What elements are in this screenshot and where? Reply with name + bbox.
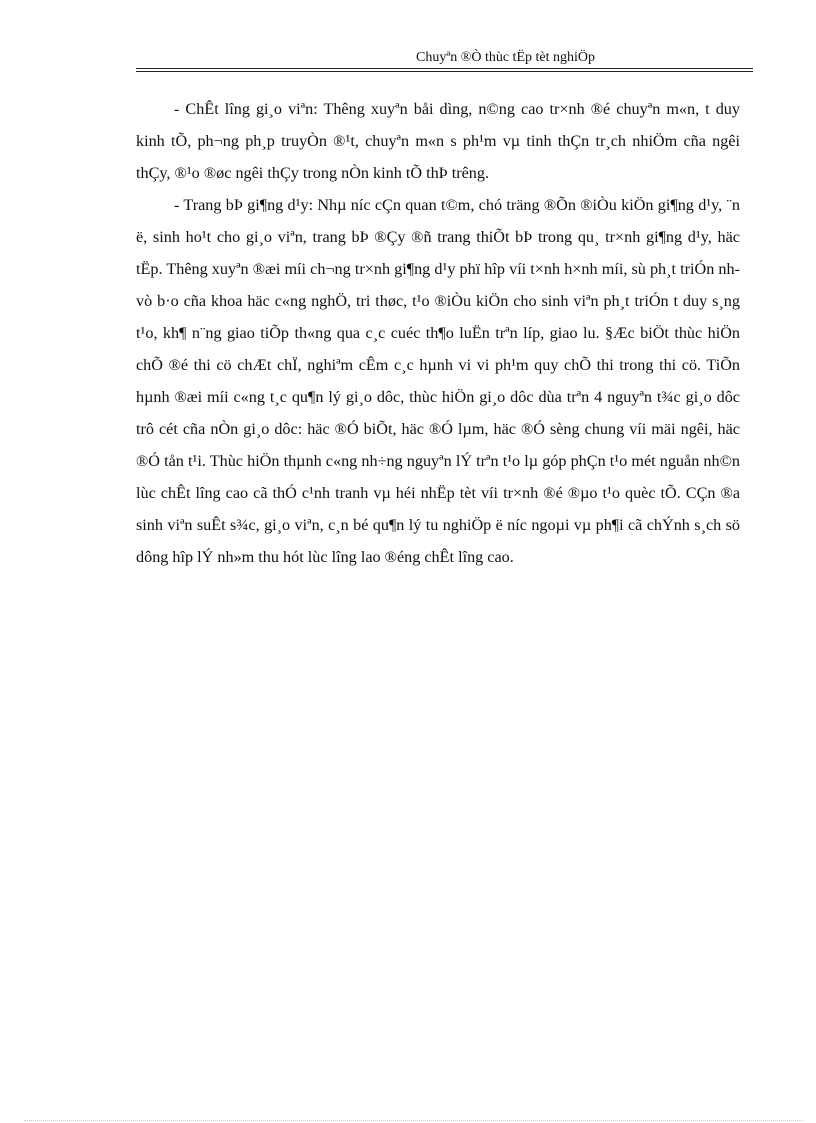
paragraph-teacher-quality: - ChÊt lîng gi¸o viªn: Thêng xuyªn båi dìng, n©ng cao tr×nh ®é chuyªn m«n, t duy kinh tÕ, ph¬ng ph¸p truyÒn ®¹t, chuyªn m«n s ph¹m vµ tinh thÇn tr¸ch nhiÖm cña ngêi thÇy, ®¹o ®øc ngêi thÇy trong nÒn kinh tÕ thÞ trêng.: [136, 100, 740, 182]
footer-dotted-line: [24, 1120, 802, 1121]
header-rule-top: [136, 68, 753, 69]
header-rule-bottom: [136, 71, 753, 72]
header-title: Chuyªn ®Ò thùc tËp tèt nghiÖp: [416, 50, 595, 65]
page-header: [136, 48, 753, 72]
document-body: [136, 93, 740, 573]
paragraph-teaching-equipment: - Trang bÞ gi¶ng d¹y: Nhµ níc cÇn quan t©m, chó träng ®Õn ®iÒu kiÖn gi¶ng d¹y, ¨n ë, sinh ho¹t cho gi¸o viªn, trang bÞ ®Çy ®ñ trang thiÕt bÞ trong qu¸ tr×nh gi¶ng d¹y, häc tËp. Thêng xuyªn ®æi míi ch¬ng tr×nh gi¶ng d¹y phï hîp víi t×nh h×nh míi, sù ph¸t triÓn nh vò b·o cña khoa häc c«ng nghÖ, tri thøc, t¹o ®iÒu kiÖn cho sinh viªn ph¸t triÓn t duy s¸ng t¹o, kh¶ n¨ng giao tiÕp th«ng qua c¸c cuéc th¶o luËn trªn líp, giao lu. §Æc biÖt thùc hiÖn chÕ ®é thi cö chÆt chÏ, nghiªm cÊm c¸c hµnh vi vi ph¹m quy chÕ thi trong thi cö. TiÕn hµnh ®æi míi c«ng t¸c qu¶n lý gi¸o dôc, thùc hiÖn gi¸o dôc dùa trªn 4 nguyªn t¾c gi¸o dôc trô cét cña nÒn gi¸o dôc: häc ®Ó biÕt, häc ®Ó lµm, häc ®Ó sèng chung víi mäi ngêi, häc ®Ó tån t¹i. Thùc hiÖn thµnh c«ng nh÷ng nguyªn lÝ trªn t¹o lµ góp phÇn t¹o mét nguån nh©n lùc chÊt lîng cao cã thÓ c¹nh tranh vµ héi nhËp tèt víi tr×nh ®é ®µo t¹o quèc tÕ. CÇn ®a sinh viªn suÊt s¾c, gi¸o viªn, c¸n bé qu¶n lý tu nghiÖp ë níc ngoµi vµ ph¶i cã chÝnh s¸ch sö dông hîp lÝ nh»m thu hót lùc lîng lao ®éng chÊt lîng cao.: [136, 196, 740, 566]
